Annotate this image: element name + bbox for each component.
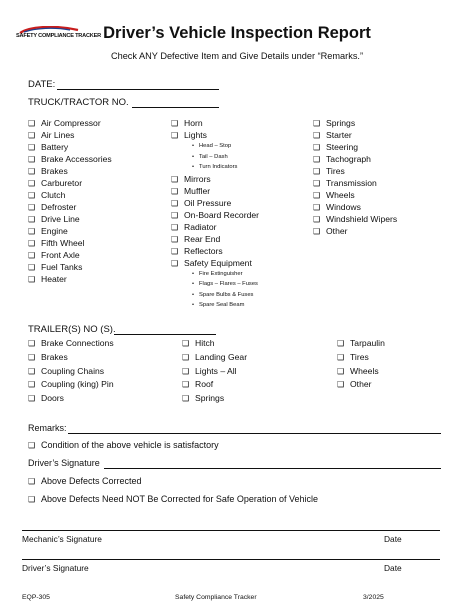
checkbox[interactable]: ❑ xyxy=(182,366,190,376)
checkbox-item[interactable] xyxy=(28,249,112,261)
mechanic-date-label: Date xyxy=(384,534,402,544)
item-label: Windshield Wipers xyxy=(326,214,398,224)
checkbox[interactable]: ❑ xyxy=(313,227,321,236)
mechanic-signature-line[interactable] xyxy=(22,530,440,531)
checkbox-item[interactable] xyxy=(337,365,385,379)
truck-items-column-3 xyxy=(313,117,397,237)
item-label: Tachograph xyxy=(326,154,371,164)
checkbox-item[interactable] xyxy=(337,337,385,351)
item-label: Radiator xyxy=(184,221,217,232)
item-label: Lights xyxy=(184,130,207,140)
item-label: Wheels xyxy=(350,365,379,376)
checkbox[interactable]: ❑ xyxy=(28,251,36,260)
footer-form-code: EQP-305 xyxy=(22,594,50,601)
checkbox[interactable]: ❑ xyxy=(313,179,321,188)
item-label: Air Lines xyxy=(41,130,75,140)
item-label: Carburetor xyxy=(41,178,83,188)
trailer-label: TRAILER(S) NO (S). xyxy=(28,324,116,335)
sub-item xyxy=(171,152,259,163)
checkbox[interactable]: ❑ xyxy=(337,352,345,362)
checkbox-item[interactable] xyxy=(171,233,259,245)
item-label: Doors xyxy=(41,393,64,404)
checkbox[interactable]: ❑ xyxy=(171,119,179,128)
date-label: DATE: xyxy=(28,79,56,90)
checkbox[interactable]: ❑ xyxy=(28,155,36,164)
checkbox-item[interactable] xyxy=(28,213,112,225)
checkbox[interactable]: ❑ xyxy=(171,174,179,184)
item-label: Windows xyxy=(326,202,361,212)
driver-signature-label: Driver’s Signature xyxy=(22,563,89,573)
checkbox-item[interactable] xyxy=(28,189,112,201)
checkbox-item[interactable] xyxy=(28,378,114,392)
item-label: Wheels xyxy=(326,190,355,200)
truck-number-field[interactable] xyxy=(132,107,219,108)
checkbox-item[interactable] xyxy=(337,378,385,392)
item-label: Lights – All xyxy=(195,365,237,376)
checkbox-item[interactable] xyxy=(171,221,259,233)
item-label: Brake Connections xyxy=(41,338,114,348)
trailer-items-column-1 xyxy=(28,337,114,406)
checkbox[interactable]: ❑ xyxy=(182,352,190,362)
item-label: Landing Gear xyxy=(195,351,248,362)
checkbox-item[interactable] xyxy=(28,117,112,129)
item-label: Coupling Chains xyxy=(41,365,105,376)
checkbox-item[interactable] xyxy=(313,141,397,153)
item-label: Steering xyxy=(326,142,359,152)
checkbox[interactable]: ❑ xyxy=(171,186,179,196)
checkbox[interactable]: ❑ xyxy=(171,258,179,268)
item-label: Above Defects Corrected xyxy=(41,476,142,486)
checkbox[interactable]: ❑ xyxy=(28,495,36,504)
checkbox-item[interactable] xyxy=(313,165,397,177)
checkbox[interactable]: ❑ xyxy=(28,366,36,376)
checkbox-item[interactable] xyxy=(28,201,112,213)
checkbox-item[interactable] xyxy=(171,185,259,197)
item-label: Other xyxy=(326,226,348,236)
page-subtitle: Check ANY Defective Item and Give Details under “Remarks.” xyxy=(110,51,364,61)
item-label: Coupling (king) Pin xyxy=(41,379,114,390)
checkbox-item[interactable] xyxy=(28,165,112,177)
item-label: Safety Equipment xyxy=(184,257,252,268)
checkbox-item[interactable] xyxy=(313,129,397,141)
checkbox-item[interactable] xyxy=(171,197,259,209)
item-label: Springs xyxy=(195,393,225,404)
truck-items-column-1 xyxy=(28,117,112,285)
item-label: Front Axle xyxy=(41,250,80,260)
bullet-icon: • xyxy=(192,164,195,170)
item-label: Springs xyxy=(326,118,356,128)
checkbox[interactable]: ❑ xyxy=(28,477,36,486)
drivers-signature-field[interactable] xyxy=(104,468,441,469)
remarks-field[interactable] xyxy=(68,433,441,434)
checkbox-item[interactable] xyxy=(28,129,112,141)
checkbox-item[interactable] xyxy=(313,177,397,189)
checkbox-item[interactable] xyxy=(28,225,112,237)
checkbox[interactable]: ❑ xyxy=(28,203,36,212)
trailer-number-field[interactable] xyxy=(114,334,216,335)
bullet-icon: • xyxy=(192,153,195,160)
item-label: Above Defects Need NOT Be Corrected for Safe Operation of Vehicle xyxy=(41,494,318,504)
checkbox[interactable]: ❑ xyxy=(313,155,321,164)
item-label: Brakes xyxy=(41,351,68,362)
checkbox-item[interactable] xyxy=(337,351,385,365)
item-label: Brakes xyxy=(41,166,68,176)
item-label: Air Compressor xyxy=(41,118,101,128)
checkbox-item[interactable] xyxy=(28,177,112,189)
checkbox[interactable]: ❑ xyxy=(28,380,36,390)
checkbox[interactable]: ❑ xyxy=(28,339,36,348)
driver-date-label: Date xyxy=(384,563,402,573)
safety-equipment-subitems xyxy=(171,269,259,311)
checkbox[interactable]: ❑ xyxy=(182,394,190,404)
footer-date: 3/2025 xyxy=(363,594,384,601)
bullet-icon: • xyxy=(192,291,195,298)
checkbox[interactable]: ❑ xyxy=(28,143,36,152)
sub-item-label: Head – Stop xyxy=(199,143,232,149)
checkbox[interactable]: ❑ xyxy=(28,167,36,176)
item-label: Muffler xyxy=(184,185,211,196)
checkbox[interactable]: ❑ xyxy=(28,263,36,272)
item-label: Condition of the above vehicle is satisfactory xyxy=(41,440,219,450)
checkbox-item[interactable] xyxy=(313,189,397,201)
checkbox[interactable]: ❑ xyxy=(171,210,179,220)
item-label: Reflectors xyxy=(184,245,223,256)
item-label: Oil Pressure xyxy=(184,197,232,208)
item-label: On-Board Recorder xyxy=(184,209,259,220)
checkbox[interactable]: ❑ xyxy=(182,339,190,348)
sub-item xyxy=(171,300,259,311)
checkbox-item[interactable] xyxy=(28,261,112,273)
checkbox-item[interactable] xyxy=(313,153,397,165)
checkbox-item[interactable] xyxy=(171,257,259,269)
checkbox[interactable]: ❑ xyxy=(337,366,345,376)
checkbox-item[interactable] xyxy=(28,365,114,379)
checkbox-item[interactable] xyxy=(28,337,114,351)
item-label: Horn xyxy=(184,118,203,128)
checkbox[interactable]: ❑ xyxy=(28,239,36,248)
checkbox[interactable]: ❑ xyxy=(313,203,321,212)
checkbox[interactable]: ❑ xyxy=(28,275,36,284)
checkbox[interactable]: ❑ xyxy=(313,167,321,176)
item-label: Drive Line xyxy=(41,214,80,224)
item-label: Fuel Tanks xyxy=(41,262,83,272)
checkbox[interactable]: ❑ xyxy=(28,394,36,404)
checkbox[interactable]: ❑ xyxy=(28,352,36,362)
sub-item-label: Fire Extinguisher xyxy=(199,270,243,277)
item-label: Mirrors xyxy=(184,173,211,184)
checkbox-item[interactable] xyxy=(182,365,247,379)
checkbox-item[interactable] xyxy=(171,245,259,257)
item-label: Hitch xyxy=(195,338,215,348)
checkbox-item[interactable] xyxy=(313,117,397,129)
bullet-icon: • xyxy=(192,302,195,308)
footer-company: Safety Compliance Tracker xyxy=(175,594,257,601)
sub-item xyxy=(171,290,259,301)
sub-item xyxy=(171,269,259,280)
checkbox-item[interactable] xyxy=(313,213,397,225)
checkbox[interactable]: ❑ xyxy=(171,131,179,140)
checkbox-item[interactable] xyxy=(313,225,397,237)
checkbox[interactable]: ❑ xyxy=(28,227,36,236)
item-label: Engine xyxy=(41,226,68,236)
checkbox-item[interactable] xyxy=(28,153,112,165)
defects-corrected-item[interactable] xyxy=(28,476,142,486)
checkbox[interactable]: ❑ xyxy=(313,143,321,152)
checkbox[interactable]: ❑ xyxy=(313,215,321,224)
checkbox[interactable]: ❑ xyxy=(171,234,179,244)
bullet-icon: • xyxy=(192,281,195,287)
item-label: Other xyxy=(350,379,372,390)
item-label: Starter xyxy=(326,130,352,140)
trailer-items-column-3 xyxy=(337,337,385,392)
driver-signature-line[interactable] xyxy=(22,559,440,560)
checkbox-item[interactable] xyxy=(171,209,259,221)
item-label: Defroster xyxy=(41,202,77,212)
item-label: Tires xyxy=(326,166,345,176)
trailer-items-column-2 xyxy=(182,337,247,406)
item-label: Transmission xyxy=(326,178,377,188)
checkbox[interactable]: ❑ xyxy=(28,441,36,450)
item-label: Battery xyxy=(41,142,69,152)
checkbox[interactable]: ❑ xyxy=(337,380,345,390)
checkbox-item[interactable] xyxy=(182,392,247,406)
page-title: Driver’s Vehicle Inspection Report xyxy=(103,24,371,42)
checkbox-item[interactable] xyxy=(171,129,259,141)
drivers-signature-label: Driver’s Signature xyxy=(28,458,100,468)
checkbox[interactable]: ❑ xyxy=(171,246,179,256)
checkbox-item[interactable] xyxy=(28,237,112,249)
checkbox[interactable]: ❑ xyxy=(313,131,321,140)
bullet-icon: • xyxy=(192,143,195,149)
lights-subitems xyxy=(171,141,259,173)
checkbox[interactable]: ❑ xyxy=(28,191,36,200)
checkbox-item[interactable] xyxy=(182,351,247,365)
checkbox[interactable]: ❑ xyxy=(171,198,179,208)
sub-item-label: Tail – Dash xyxy=(199,153,228,160)
checkbox-item[interactable] xyxy=(313,201,397,213)
checkbox[interactable]: ❑ xyxy=(313,119,321,128)
defects-not-corrected-item[interactable] xyxy=(28,494,318,504)
sub-item xyxy=(171,162,259,173)
date-field[interactable] xyxy=(57,89,219,90)
item-label: Fifth Wheel xyxy=(41,238,85,248)
checkbox-item[interactable] xyxy=(28,392,114,406)
item-label: Tarpaulin xyxy=(350,338,385,348)
checkbox[interactable]: ❑ xyxy=(28,131,36,140)
sub-item-label: Flags – Flares – Fuses xyxy=(199,281,258,287)
checkbox-item[interactable] xyxy=(182,378,247,392)
checkbox[interactable]: ❑ xyxy=(337,339,345,348)
mechanic-signature-label: Mechanic’s Signature xyxy=(22,534,102,544)
truck-items-column-2 xyxy=(171,117,259,311)
checkbox-item[interactable] xyxy=(28,273,112,285)
checkbox[interactable]: ❑ xyxy=(28,179,36,188)
checkbox-item[interactable] xyxy=(171,117,259,129)
item-label: Tires xyxy=(350,351,369,362)
logo-text: SAFETY COMPLIANCE TRACKER xyxy=(16,33,102,39)
truck-items-column-2-list xyxy=(171,173,259,269)
checkbox-item[interactable] xyxy=(182,337,247,351)
sub-item xyxy=(171,141,259,152)
checkbox-item[interactable] xyxy=(28,351,114,365)
item-label: Rear End xyxy=(184,233,221,244)
truck-label: TRUCK/TRACTOR NO. xyxy=(28,97,129,108)
item-label: Heater xyxy=(41,274,67,284)
item-label: Brake Accessories xyxy=(41,154,112,164)
condition-satisfactory-item[interactable] xyxy=(28,440,219,450)
sub-item-label: Spare Seal Beam xyxy=(199,302,245,308)
checkbox-item[interactable] xyxy=(28,141,112,153)
item-label: Clutch xyxy=(41,190,66,200)
bullet-icon: • xyxy=(192,270,195,277)
sub-item xyxy=(171,279,259,290)
checkbox[interactable]: ❑ xyxy=(28,215,36,224)
checkbox[interactable]: ❑ xyxy=(28,119,36,128)
sub-item-label: Spare Bulbs & Fuses xyxy=(199,291,254,298)
item-label: Roof xyxy=(195,379,214,390)
checkbox[interactable]: ❑ xyxy=(171,222,179,232)
remarks-label: Remarks: xyxy=(28,423,67,433)
checkbox-item[interactable] xyxy=(171,173,259,185)
checkbox[interactable]: ❑ xyxy=(182,380,190,390)
sub-item-label: Turn Indicators xyxy=(199,164,238,170)
checkbox[interactable]: ❑ xyxy=(313,191,321,200)
